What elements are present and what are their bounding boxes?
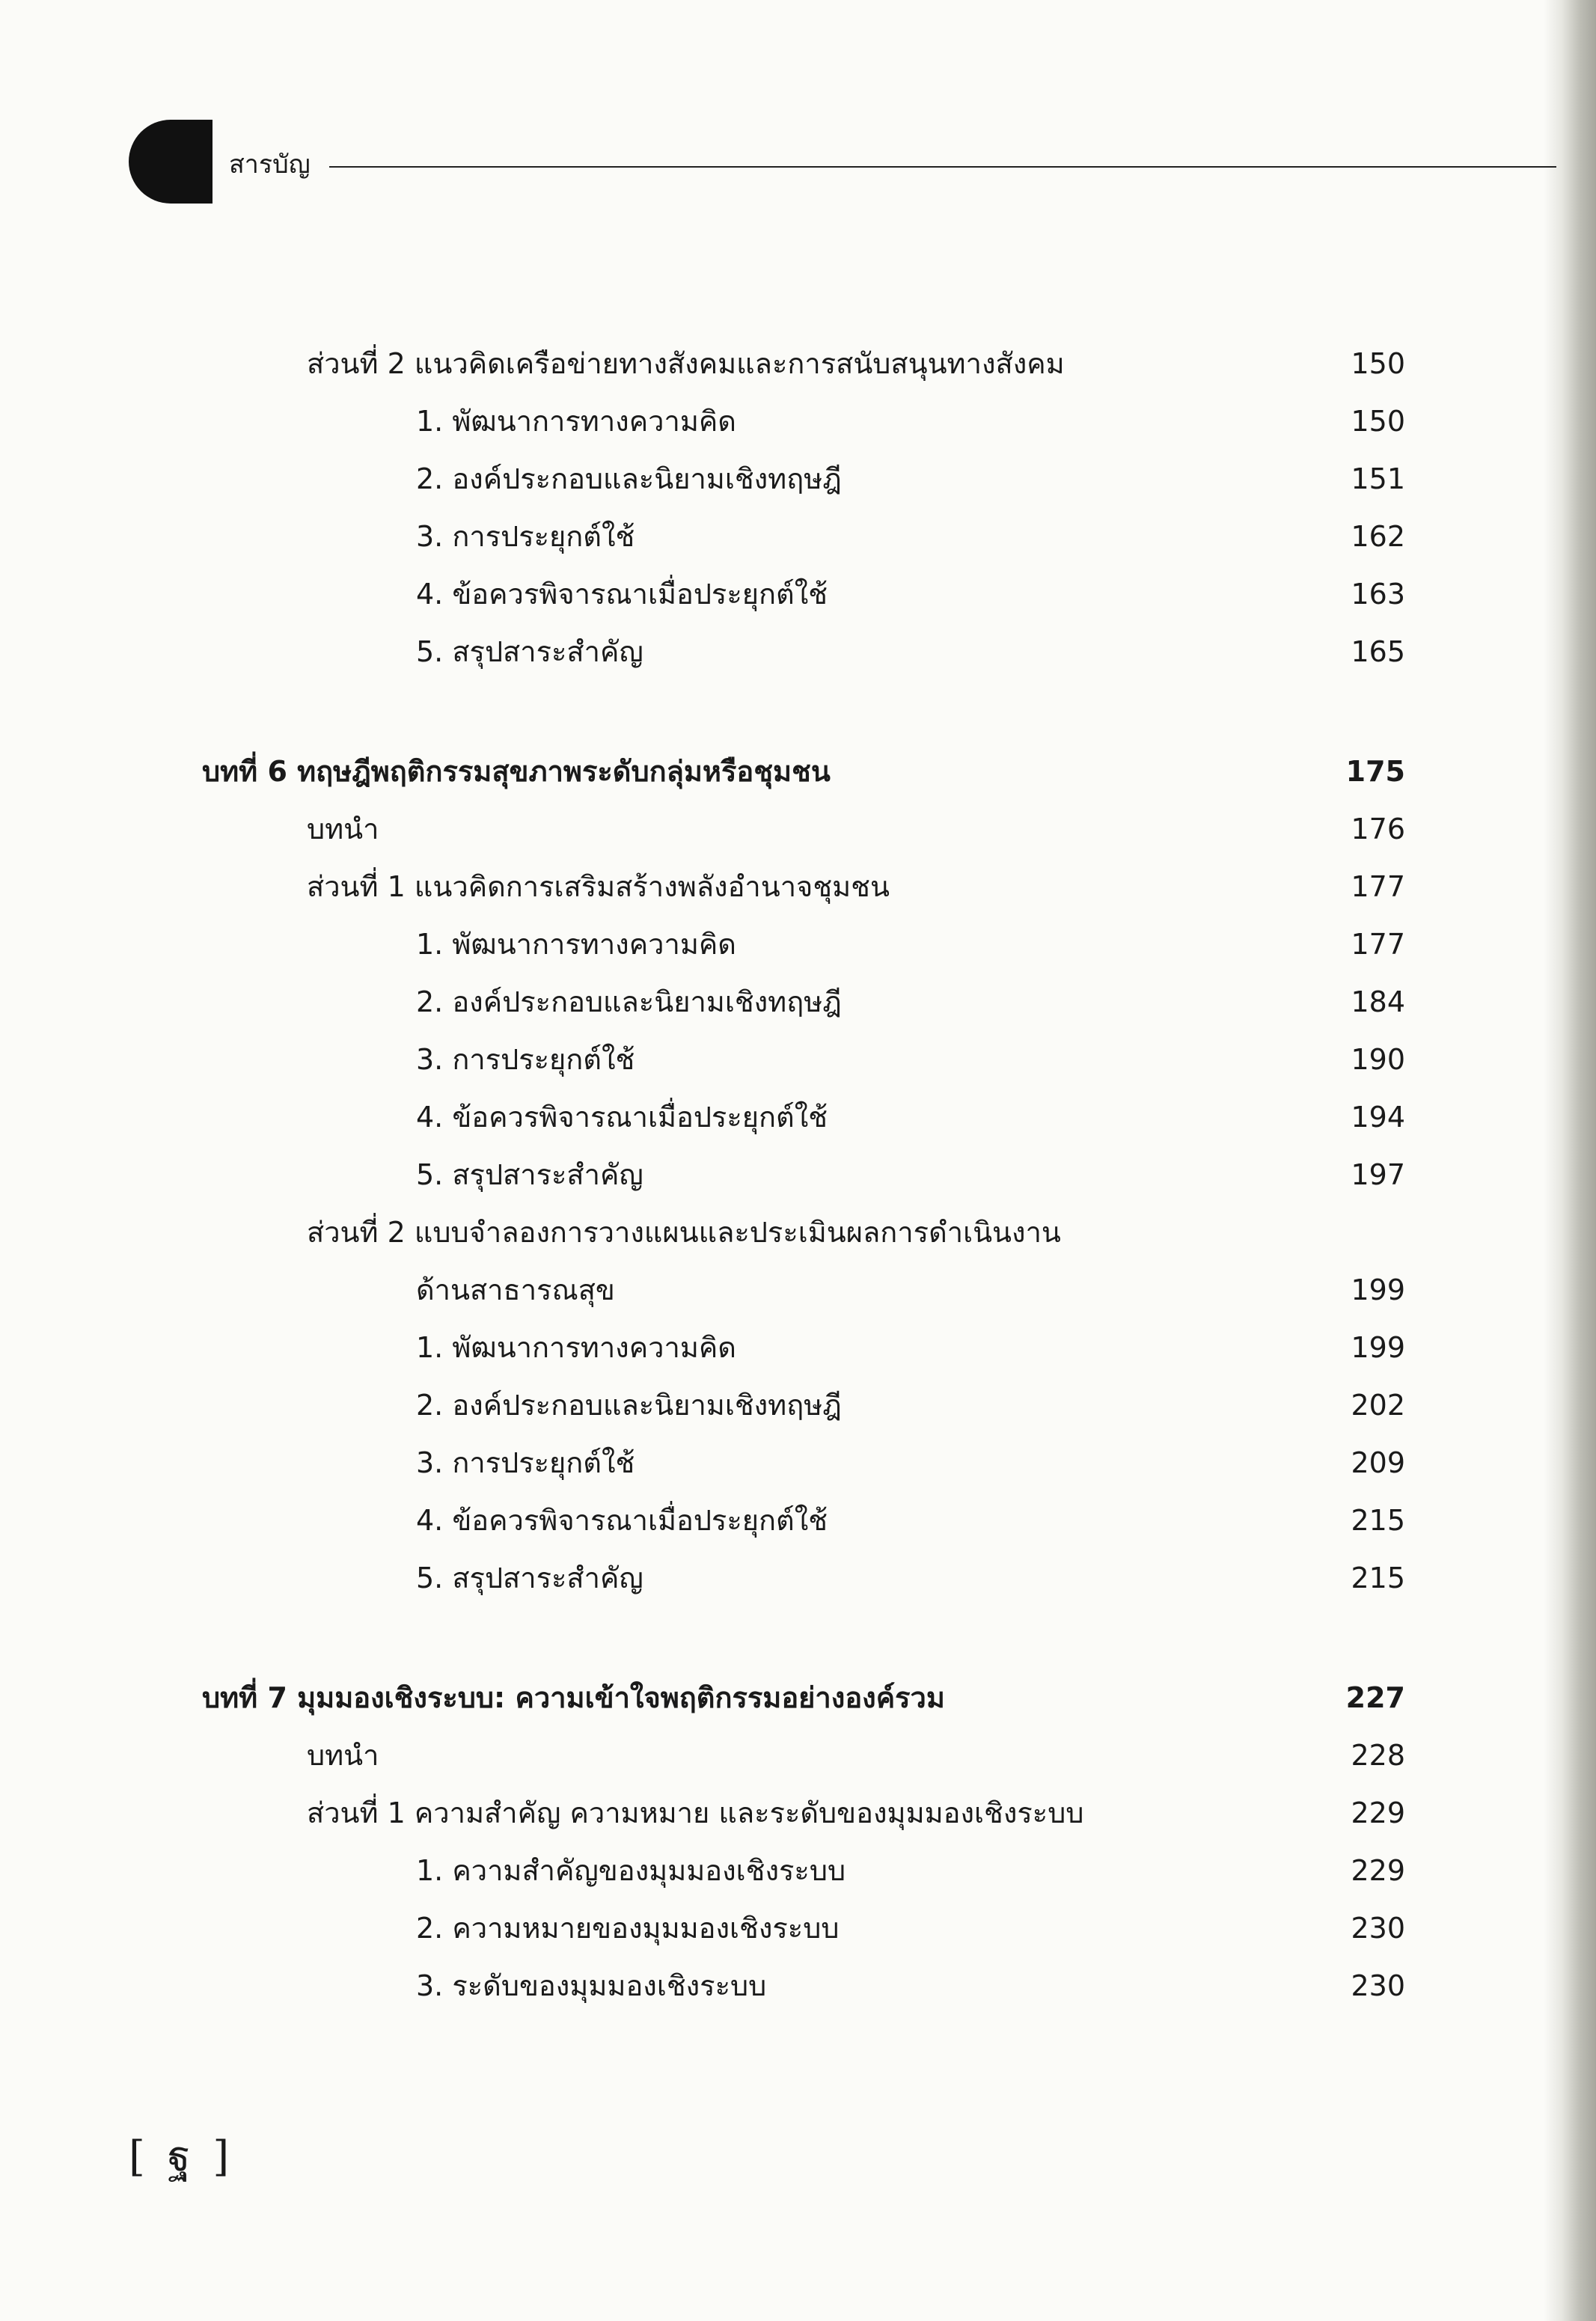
running-header-title: สารบัญ	[229, 150, 311, 180]
toc-entry-title: 2. องค์ประกอบและนิยามเชิงทฤษฎี	[416, 985, 842, 1018]
toc-entry-title: ด้านสาธารณสุข	[416, 1273, 615, 1306]
toc-item-row	[416, 1152, 1405, 1197]
toc-section-row	[307, 341, 1405, 386]
toc-page-number: 215	[1351, 1504, 1405, 1537]
toc-entry-title: บทที่ 7 มุมมองเชิงระบบ: ความเข้าใจพฤติกรรมอย่างองค์รวม	[202, 1681, 945, 1714]
toc-item-row	[416, 1095, 1405, 1140]
toc-entry-title: 4. ข้อควรพิจารณาเมื่อประยุกต์ใช้	[416, 1504, 828, 1537]
toc-entry-title: ส่วนที่ 1 ความสำคัญ ความหมาย และระดับของมุมมองเชิงระบบ	[307, 1796, 1084, 1829]
toc-entry-title: 2. ความหมายของมุมมองเชิงระบบ	[416, 1912, 840, 1945]
toc-page-number: 184	[1351, 985, 1405, 1018]
toc-item-row	[416, 1556, 1405, 1600]
toc-page-number: 177	[1351, 928, 1405, 961]
toc-item-row	[416, 1848, 1405, 1893]
toc-entry-title: 4. ข้อควรพิจารณาเมื่อประยุกต์ใช้	[416, 1101, 828, 1134]
toc-entry-title: 1. ความสำคัญของมุมมองเชิงระบบ	[416, 1854, 846, 1887]
toc-chapter-row	[202, 1675, 1405, 1720]
toc-page-number: 230	[1351, 1912, 1405, 1945]
toc-page-number: 230	[1351, 1969, 1405, 2002]
toc-entry-title: 1. พัฒนาการทางความคิด	[416, 1331, 736, 1364]
toc-page-number: 165	[1351, 635, 1405, 668]
toc-item-row	[416, 922, 1405, 967]
toc-page-number: 229	[1351, 1796, 1405, 1829]
section-tab-mark	[129, 120, 213, 204]
toc-entry-title: ส่วนที่ 1 แนวคิดการเสริมสร้างพลังอำนาจชุมชน	[307, 870, 890, 903]
toc-entry-title: 5. สรุปสาระสำคัญ	[416, 1562, 643, 1594]
toc-entry-title: 5. สรุปสาระสำคัญ	[416, 635, 643, 668]
toc-section-row	[307, 1791, 1405, 1835]
toc-page-number: 202	[1351, 1389, 1405, 1422]
toc-entry-title: ส่วนที่ 2 แนวคิดเครือข่ายทางสังคมและการสนับสนุนทางสังคม	[307, 347, 1065, 380]
toc-page-number: 229	[1351, 1854, 1405, 1887]
header-rule	[329, 166, 1556, 168]
toc-item-row	[416, 399, 1405, 444]
page-number-marker: [ ฐ ]	[129, 2132, 234, 2181]
toc-page-number: 177	[1351, 870, 1405, 903]
toc-page-number: 209	[1351, 1446, 1405, 1479]
toc-entry-title: 1. พัฒนาการทางความคิด	[416, 405, 736, 438]
toc-entry-title: บทนำ	[307, 813, 379, 845]
toc-entry-title: บทที่ 6 ทฤษฎีพฤติกรรมสุขภาพระดับกลุ่มหรือชุมชน	[202, 755, 831, 788]
toc-entry-title: 3. การประยุกต์ใช้	[416, 1043, 635, 1076]
toc-item-row	[416, 979, 1405, 1024]
toc-page-number: 199	[1351, 1331, 1405, 1364]
toc-item-row	[416, 1325, 1405, 1370]
toc-item-row	[416, 572, 1405, 617]
toc-page-number: 176	[1351, 813, 1405, 845]
book-binding-shadow	[1544, 0, 1596, 2321]
toc-entry-title: บทนำ	[307, 1739, 379, 1772]
toc-page-number: 163	[1351, 578, 1405, 611]
toc-entry-title: 5. สรุปสาระสำคัญ	[416, 1158, 643, 1191]
toc-entry-title: 3. ระดับของมุมมองเชิงระบบ	[416, 1969, 767, 2002]
toc-entry-title: 4. ข้อควรพิจารณาเมื่อประยุกต์ใช้	[416, 578, 828, 611]
toc-item-row	[416, 629, 1405, 674]
toc-section-row	[307, 864, 1405, 909]
toc-entry-title: 2. องค์ประกอบและนิยามเชิงทฤษฎี	[416, 462, 842, 495]
toc-page-number: 175	[1345, 755, 1405, 788]
toc-entry-title: 2. องค์ประกอบและนิยามเชิงทฤษฎี	[416, 1389, 842, 1422]
toc-section-row	[307, 1210, 1405, 1255]
toc-item-row	[416, 1037, 1405, 1082]
toc-entry-title: 3. การประยุกต์ใช้	[416, 520, 635, 553]
toc-page-number: 194	[1351, 1101, 1405, 1134]
toc-section-row	[307, 1733, 1405, 1778]
toc-page-number: 151	[1351, 462, 1405, 495]
toc-item-row	[416, 514, 1405, 559]
toc-page-number: 162	[1351, 520, 1405, 553]
toc-item-row	[416, 1963, 1405, 2008]
toc-page-number: 199	[1351, 1273, 1405, 1306]
toc-entry-title: ส่วนที่ 2 แบบจำลองการวางแผนและประเมินผลการดำเนินงาน	[307, 1216, 1061, 1249]
toc-page-number: 190	[1351, 1043, 1405, 1076]
toc-entry-title: 3. การประยุกต์ใช้	[416, 1446, 635, 1479]
toc-item-row	[416, 1440, 1405, 1485]
toc-page-number: 227	[1345, 1681, 1405, 1714]
toc-item-row	[416, 1906, 1405, 1951]
toc-item-row	[416, 1498, 1405, 1543]
toc-item-row	[416, 456, 1405, 501]
toc-section-row	[307, 807, 1405, 851]
toc-page-number: 228	[1351, 1739, 1405, 1772]
toc-page-number: 150	[1351, 405, 1405, 438]
toc-entry-title: 1. พัฒนาการทางความคิด	[416, 928, 736, 961]
toc-item-row	[416, 1267, 1405, 1312]
toc-chapter-row	[202, 749, 1405, 794]
toc-item-row	[416, 1383, 1405, 1428]
toc-page-number: 215	[1351, 1562, 1405, 1594]
toc-page-number: 197	[1351, 1158, 1405, 1191]
toc-page-number: 150	[1351, 347, 1405, 380]
